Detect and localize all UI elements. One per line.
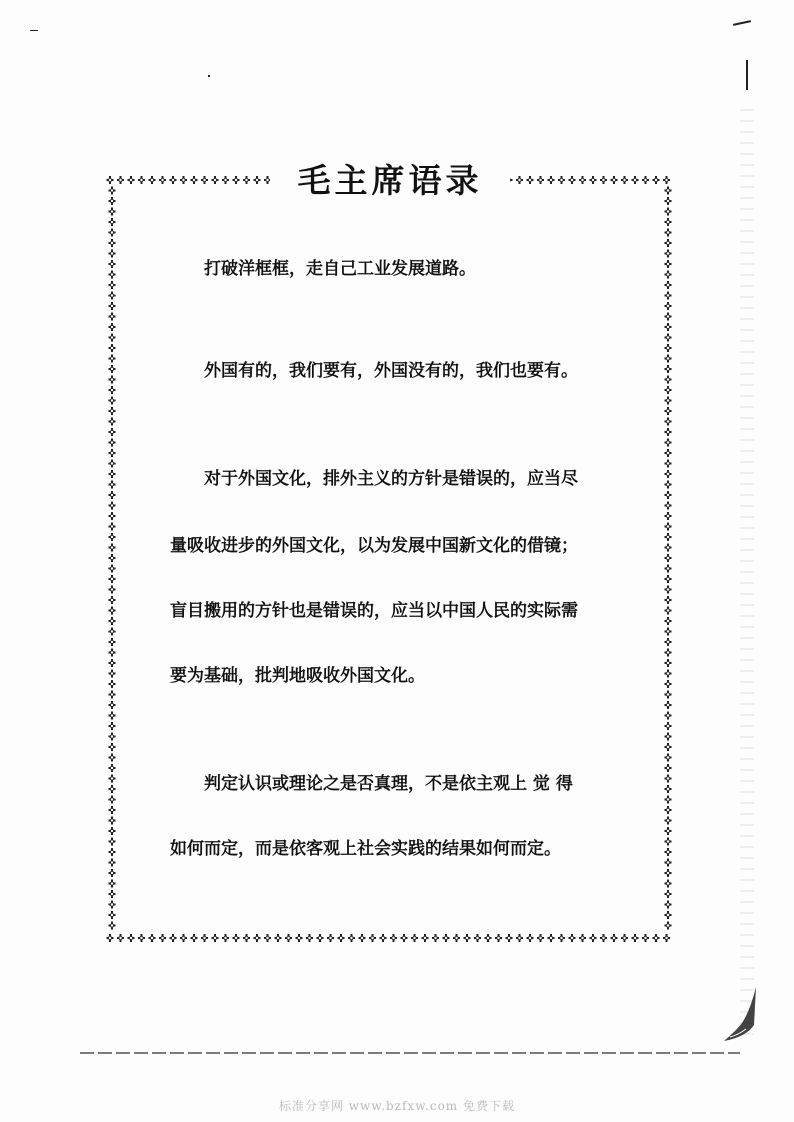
border-ornament xyxy=(109,691,116,699)
border-ornament xyxy=(109,775,116,783)
border-ornament xyxy=(109,596,116,604)
border-ornament xyxy=(632,934,639,942)
border-ornament xyxy=(359,934,366,942)
border-ornament xyxy=(109,649,116,657)
border-ornament xyxy=(243,934,250,942)
border-ornament xyxy=(665,250,672,258)
border-ornament xyxy=(201,176,208,184)
border-ornament xyxy=(665,449,672,457)
decorative-border xyxy=(104,170,676,946)
border-ornament xyxy=(665,565,672,573)
border-ornament xyxy=(109,544,116,552)
border-ornament xyxy=(474,934,481,942)
border-ornament xyxy=(109,890,116,898)
border-ornament xyxy=(411,934,418,942)
border-ornament xyxy=(109,460,116,468)
footer-watermark: 标准分享网 www.bzfxw.com 免费下载 xyxy=(278,1099,516,1113)
border-ornament xyxy=(109,764,116,772)
border-ornament xyxy=(109,302,116,310)
border-ornament xyxy=(109,880,116,888)
border-ornament xyxy=(109,701,116,709)
border-ornament xyxy=(665,848,672,856)
border-ornament xyxy=(109,670,116,678)
border-ornament xyxy=(665,187,672,195)
border-ornament xyxy=(180,176,187,184)
border-ornament xyxy=(665,386,672,394)
border-ornament xyxy=(665,743,672,751)
border-ornament xyxy=(380,934,387,942)
border-ornament xyxy=(201,934,208,942)
border-ornament xyxy=(665,281,672,289)
border-ornament xyxy=(109,806,116,814)
border-ornament xyxy=(138,176,145,184)
border-ornament xyxy=(443,934,450,942)
border-ornament xyxy=(109,523,116,531)
border-ornament xyxy=(306,934,313,942)
border-ornament xyxy=(665,239,672,247)
title-container xyxy=(270,155,510,207)
border-ornament xyxy=(109,554,116,562)
border-ornament xyxy=(665,659,672,667)
border-ornament xyxy=(109,439,116,447)
border-ornament xyxy=(264,934,271,942)
border-ornament xyxy=(632,176,639,184)
border-ornament xyxy=(338,934,345,942)
border-ornament xyxy=(138,934,145,942)
scan-speck xyxy=(30,30,38,31)
border-ornament xyxy=(422,934,429,942)
border-ornament xyxy=(128,176,135,184)
border-ornament xyxy=(109,271,116,279)
border-ornament xyxy=(516,176,523,184)
border-ornament xyxy=(109,418,116,426)
border-ornament xyxy=(665,890,672,898)
border-ornament xyxy=(665,544,672,552)
ornament-chain xyxy=(104,170,676,946)
scan-speck xyxy=(208,75,210,77)
border-ornament xyxy=(600,176,607,184)
border-ornament xyxy=(663,934,670,942)
border-ornament xyxy=(665,722,672,730)
border-ornament xyxy=(506,934,513,942)
border-ornament xyxy=(453,934,460,942)
border-ornament xyxy=(665,460,672,468)
border-ornament xyxy=(170,934,177,942)
border-ornament xyxy=(109,575,116,583)
border-ornament xyxy=(665,880,672,888)
border-ornament xyxy=(611,176,618,184)
border-ornament xyxy=(128,934,135,942)
border-ornament xyxy=(109,260,116,268)
border-ornament xyxy=(109,292,116,300)
border-ornament xyxy=(109,722,116,730)
quote-4-line-1: 判定认识或理论之是否真理，不是依主观上 觉 得 xyxy=(204,774,573,794)
border-ornament xyxy=(665,407,672,415)
border-ornament xyxy=(296,934,303,942)
border-ornament xyxy=(243,176,250,184)
border-ornament xyxy=(537,176,544,184)
border-ornament xyxy=(109,901,116,909)
border-ornament xyxy=(317,934,324,942)
border-ornament xyxy=(665,355,672,363)
border-ornament xyxy=(109,334,116,342)
border-ornament xyxy=(109,607,116,615)
border-ornament xyxy=(109,470,116,478)
border-ornament xyxy=(109,638,116,646)
border-ornament xyxy=(109,386,116,394)
border-ornament xyxy=(109,365,116,373)
border-ornament xyxy=(109,449,116,457)
border-ornament xyxy=(665,628,672,636)
border-ornament xyxy=(665,260,672,268)
border-ornament xyxy=(665,397,672,405)
border-ornament xyxy=(548,934,555,942)
border-ornament xyxy=(665,323,672,331)
border-ornament xyxy=(191,176,198,184)
border-ornament xyxy=(109,481,116,489)
page-curl-artifact xyxy=(716,985,760,1045)
border-ornament xyxy=(222,176,229,184)
border-ornament xyxy=(665,418,672,426)
border-ornament xyxy=(254,176,261,184)
border-ornament xyxy=(516,934,523,942)
border-ornament xyxy=(665,869,672,877)
border-ornament xyxy=(109,512,116,520)
border-ornament xyxy=(109,785,116,793)
border-ornament xyxy=(642,176,649,184)
border-ornament xyxy=(109,218,116,226)
quote-1-line-1: 打破洋框框，走自己工业发展道路。 xyxy=(204,259,476,279)
border-ornament xyxy=(109,208,116,216)
border-ornament xyxy=(569,934,576,942)
border-ornament xyxy=(665,481,672,489)
border-ornament xyxy=(117,176,124,184)
scan-speck xyxy=(746,60,748,90)
border-ornament xyxy=(665,512,672,520)
border-ornament xyxy=(170,176,177,184)
quote-3-line-3: 盲目搬用的方针也是错误的，应当以中国人民的实际需 xyxy=(170,601,578,621)
border-ornament xyxy=(191,934,198,942)
border-ornament xyxy=(665,271,672,279)
border-ornament xyxy=(485,934,492,942)
border-ornament xyxy=(401,934,408,942)
border-ornament xyxy=(665,806,672,814)
border-ornament xyxy=(527,934,534,942)
border-ornament xyxy=(159,934,166,942)
border-ornament xyxy=(665,617,672,625)
border-ornament xyxy=(212,934,219,942)
border-ornament xyxy=(653,176,660,184)
border-ornament xyxy=(107,934,114,942)
border-ornament xyxy=(109,848,116,856)
border-ornament xyxy=(109,754,116,762)
border-ornament xyxy=(254,934,261,942)
border-ornament xyxy=(285,934,292,942)
border-ornament xyxy=(665,712,672,720)
border-ornament xyxy=(665,218,672,226)
border-ornament xyxy=(665,827,672,835)
border-ornament xyxy=(665,754,672,762)
border-ornament xyxy=(109,680,116,688)
border-ornament xyxy=(558,176,565,184)
border-ornament xyxy=(665,638,672,646)
border-ornament xyxy=(109,911,116,919)
border-ornament xyxy=(611,934,618,942)
border-ornament xyxy=(665,596,672,604)
border-ornament xyxy=(665,376,672,384)
scan-bottom-edge xyxy=(80,1052,740,1054)
border-ornament xyxy=(348,934,355,942)
border-ornament xyxy=(665,859,672,867)
border-ornament xyxy=(109,344,116,352)
border-ornament xyxy=(109,187,116,195)
border-ornament xyxy=(665,586,672,594)
border-ornament xyxy=(665,470,672,478)
border-ornament xyxy=(107,176,114,184)
border-ornament xyxy=(432,934,439,942)
border-ornament xyxy=(327,934,334,942)
border-ornament xyxy=(369,934,376,942)
border-ornament xyxy=(109,796,116,804)
border-ornament xyxy=(621,176,628,184)
border-ornament xyxy=(109,197,116,205)
border-ornament xyxy=(109,628,116,636)
border-ornament xyxy=(665,796,672,804)
border-ornament xyxy=(665,208,672,216)
border-ornament xyxy=(665,691,672,699)
border-ornament xyxy=(109,586,116,594)
quote-3-line-4: 要为基础，批判地吸收外国文化。 xyxy=(170,666,425,686)
border-ornament xyxy=(665,523,672,531)
border-ornament xyxy=(159,176,166,184)
border-ornament xyxy=(665,229,672,237)
quote-2-line-1: 外国有的，我们要有，外国没有的，我们也要有。 xyxy=(204,361,578,381)
border-ornament xyxy=(590,176,597,184)
border-ornament xyxy=(600,934,607,942)
border-ornament xyxy=(109,239,116,247)
border-ornament xyxy=(665,922,672,930)
border-ornament xyxy=(149,176,156,184)
border-ornament xyxy=(495,934,502,942)
border-ornament xyxy=(665,292,672,300)
border-ornament xyxy=(212,176,219,184)
border-ornament xyxy=(590,934,597,942)
border-ornament xyxy=(117,934,124,942)
border-ornament xyxy=(665,502,672,510)
border-ornament xyxy=(665,670,672,678)
border-ornament xyxy=(665,344,672,352)
border-ornament xyxy=(665,838,672,846)
border-ornament xyxy=(665,313,672,321)
border-ornament xyxy=(663,176,670,184)
border-ornament xyxy=(579,176,586,184)
border-ornament xyxy=(222,934,229,942)
border-ornament xyxy=(109,428,116,436)
border-ornament xyxy=(665,817,672,825)
border-ornament xyxy=(390,934,397,942)
border-ornament xyxy=(109,743,116,751)
border-ornament xyxy=(109,617,116,625)
border-ornament xyxy=(665,701,672,709)
border-ornament xyxy=(527,176,534,184)
border-ornament xyxy=(275,934,282,942)
border-ornament xyxy=(109,281,116,289)
border-ornament xyxy=(569,176,576,184)
border-ornament xyxy=(665,764,672,772)
border-ornament xyxy=(109,355,116,363)
border-ornament xyxy=(109,491,116,499)
border-ornament xyxy=(579,934,586,942)
border-ornament xyxy=(665,575,672,583)
border-ornament xyxy=(109,502,116,510)
border-ornament xyxy=(109,922,116,930)
border-ornament xyxy=(109,565,116,573)
border-ornament xyxy=(665,197,672,205)
border-ornament xyxy=(548,176,555,184)
border-ornament xyxy=(665,607,672,615)
border-ornament xyxy=(109,733,116,741)
border-ornament xyxy=(653,934,660,942)
border-ornament xyxy=(109,407,116,415)
border-ornament xyxy=(180,934,187,942)
border-ornament xyxy=(109,313,116,321)
border-ornament xyxy=(665,334,672,342)
border-ornament xyxy=(109,712,116,720)
border-ornament xyxy=(109,397,116,405)
page-title: 毛主席语录 xyxy=(297,161,483,200)
border-ornament xyxy=(464,934,471,942)
border-ornament xyxy=(665,439,672,447)
border-ornament xyxy=(109,817,116,825)
border-ornament xyxy=(665,533,672,541)
border-ornament xyxy=(109,533,116,541)
border-ornament xyxy=(665,491,672,499)
border-ornament xyxy=(665,302,672,310)
border-ornament xyxy=(149,934,156,942)
border-ornament xyxy=(642,934,649,942)
quote-3-line-2: 量吸收进步的外国文化，以为发展中国新文化的借镜； xyxy=(170,536,578,556)
border-ornament xyxy=(665,733,672,741)
border-ornament xyxy=(537,934,544,942)
border-ornament xyxy=(665,649,672,657)
border-ornament xyxy=(109,229,116,237)
border-ornament xyxy=(665,680,672,688)
border-ornament xyxy=(621,934,628,942)
border-ornament xyxy=(109,827,116,835)
border-ornament xyxy=(665,785,672,793)
border-ornament xyxy=(109,859,116,867)
border-ornament xyxy=(109,838,116,846)
quote-4-line-2: 如何而定，而是依客观上社会实践的结果如何而定。 xyxy=(170,839,561,859)
scan-edge-grain xyxy=(740,100,754,1040)
border-ornament xyxy=(109,376,116,384)
border-ornament xyxy=(665,428,672,436)
border-ornament xyxy=(665,554,672,562)
border-ornament xyxy=(558,934,565,942)
border-ornament xyxy=(233,176,240,184)
border-ornament xyxy=(109,869,116,877)
scan-speck xyxy=(733,20,751,26)
border-ornament xyxy=(109,250,116,258)
border-ornament xyxy=(233,934,240,942)
border-ornament xyxy=(665,911,672,919)
border-ornament xyxy=(665,775,672,783)
quote-3-line-1: 对于外国文化，排外主义的方针是错误的，应当尽 xyxy=(204,469,578,489)
border-ornament xyxy=(665,901,672,909)
border-ornament xyxy=(109,659,116,667)
border-ornament xyxy=(109,323,116,331)
border-ornament xyxy=(665,365,672,373)
